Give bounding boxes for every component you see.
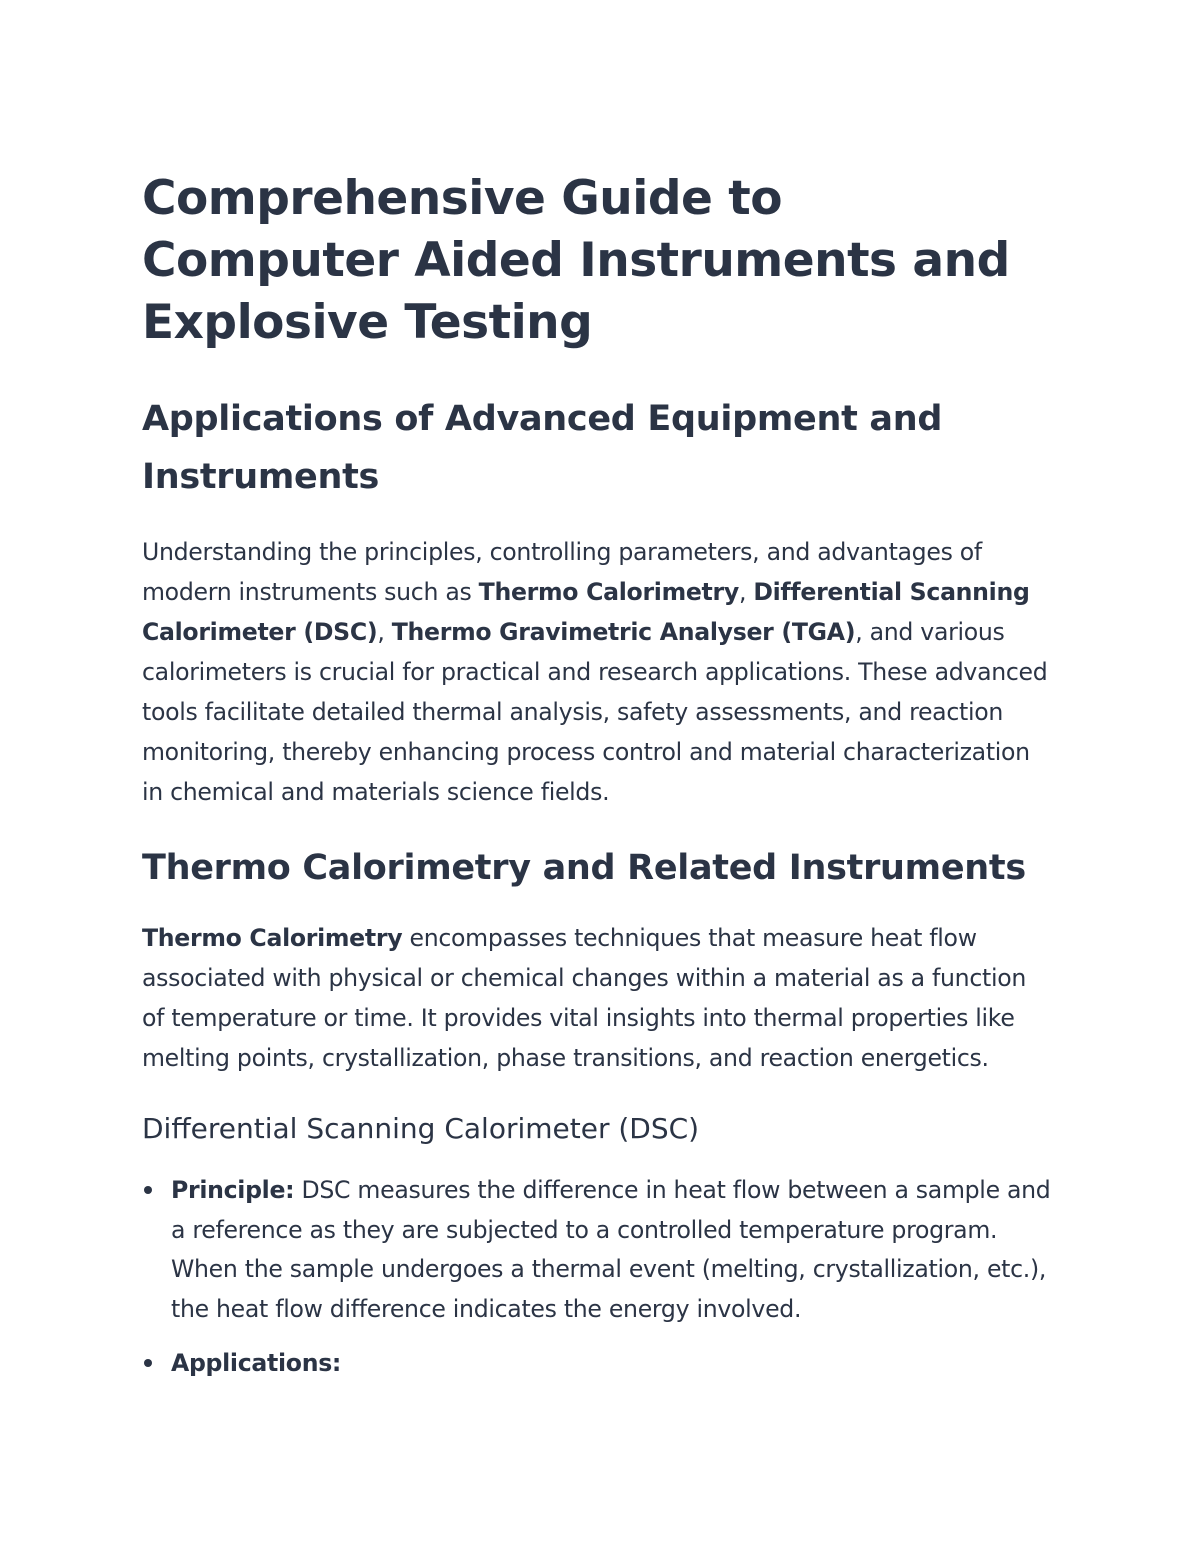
dsc-bullet-list — [142, 1171, 1052, 1384]
list-item-text: DSC measures the difference in heat flow between a sample and a reference as they are subjected to a controlled temperature program. When the sample undergoes a thermal event (melting, crystallization, etc.), the heat flow difference indicates the energy involved. — [171, 1176, 1051, 1323]
intro-text-2: , — [738, 578, 754, 606]
tc-text: encompasses techniques that measure heat flow associated with physical or chemical changes within a material as a function of temperature or time. It provides vital insights into thermal properties like melting points, crystallization, phase transitions, and reaction energetics. — [142, 924, 1026, 1072]
intro-bold-tga: Thermo Gravimetric Analyser (TGA) — [391, 618, 856, 646]
intro-bold-thermo-calorimetry: Thermo Calorimetry — [478, 578, 739, 606]
intro-text-3: , — [377, 618, 392, 646]
section-heading-thermo-calorimetry: Thermo Calorimetry and Related Instruments — [142, 848, 1026, 888]
thermo-calorimetry-paragraph — [142, 918, 1052, 1078]
tc-bold-term: Thermo Calorimetry — [142, 924, 403, 952]
document-page — [142, 168, 1052, 1384]
intro-paragraph — [142, 532, 1052, 812]
list-item-label: Applications: — [171, 1349, 342, 1377]
section-heading-applications: Applications of Advanced Equipment and Instruments — [142, 399, 943, 497]
list-item-applications — [142, 1344, 1052, 1384]
list-item-label: Principle: — [171, 1176, 295, 1204]
list-item-principle — [142, 1171, 1052, 1329]
page-title: Comprehensive Guide to Computer Aided Instruments and Explosive Testing — [142, 171, 1010, 350]
bullet-icon — [144, 1359, 152, 1367]
intro-text-4: , and various calorimeters is crucial for practical and research applications. These advanced tools facilitate detailed thermal analysis, safety assessments, and reaction monitoring, thereby enhancing process control and material characterization in chemical and materials science fields. — [142, 618, 1048, 806]
subsection-heading-dsc: Differential Scanning Calorimeter (DSC) — [142, 1112, 700, 1145]
intro-text-1: Understanding the principles, controlling parameters, and advantages of modern instruments such as — [142, 538, 982, 606]
intro-bold-dsc: Differential Scanning Calorimeter (DSC) — [142, 578, 1030, 646]
bullet-icon — [144, 1186, 152, 1194]
